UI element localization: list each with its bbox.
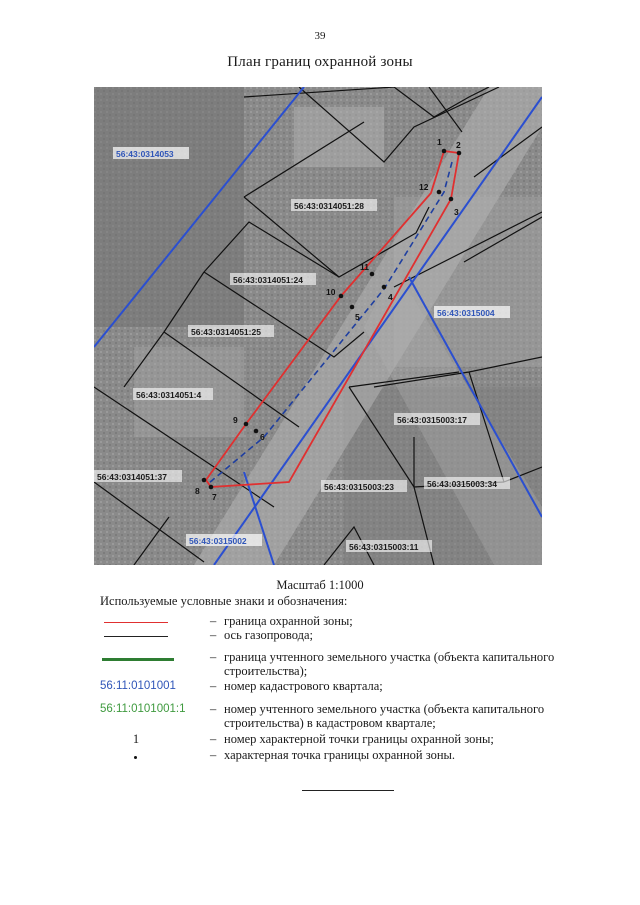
point-label: 11 bbox=[360, 262, 369, 272]
zone-point-9 bbox=[244, 422, 249, 427]
signature-line bbox=[302, 790, 394, 791]
zone-point-7 bbox=[209, 485, 214, 490]
parcel-label: 56:43:0314051:28 bbox=[294, 201, 364, 211]
point-label: 8 bbox=[195, 486, 200, 496]
quarter-label: 56:43:0314053 bbox=[116, 149, 174, 159]
legend-heading: Используемые условные знаки и обозначения: bbox=[100, 594, 348, 608]
legend-text: номер характерной точки границы охранной зоны; bbox=[224, 732, 494, 746]
quarter-number-symbol: 56:11:0101001 bbox=[100, 680, 176, 692]
parcel-label: 56:43:0315003:34 bbox=[427, 479, 497, 489]
point-label: 2 bbox=[456, 140, 461, 150]
parcel-label: 56:43:0315003:11 bbox=[349, 542, 419, 552]
point-label: 7 bbox=[212, 492, 217, 502]
legend-dash: – bbox=[210, 748, 217, 762]
page-title: План границ охранной зоны bbox=[227, 54, 413, 70]
point-label: 1 bbox=[437, 137, 442, 147]
point-label: 12 bbox=[419, 182, 429, 192]
zone-point-5 bbox=[350, 305, 355, 310]
point-number-symbol: 1 bbox=[132, 732, 140, 746]
gas-axis-symbol bbox=[100, 628, 172, 642]
parcel-border-symbol bbox=[100, 650, 172, 664]
parcel-label: 56:43:0314051:24 bbox=[233, 275, 303, 285]
legend-text: граница охранной зоны; bbox=[224, 614, 353, 628]
parcel-label: 56:43:0315003:23 bbox=[324, 482, 394, 492]
parcel-label: 56:43:0314051:4 bbox=[136, 390, 202, 400]
quarter-label: 56:43:0315004 bbox=[437, 308, 495, 318]
zone-point-symbol bbox=[100, 748, 172, 762]
zone-point-4 bbox=[382, 285, 387, 290]
zone-point-10 bbox=[339, 294, 344, 299]
zone-point-2 bbox=[457, 151, 462, 156]
legend-text: номер учтенного земельного участка (объекта капитального строительства) в кадастровом квартале; bbox=[224, 702, 545, 730]
point-label: 3 bbox=[454, 207, 459, 217]
point-label: 9 bbox=[233, 415, 238, 425]
zone-border-symbol bbox=[100, 614, 172, 628]
legend-text: граница учтенного земельного участка (объекта капитального строительства); bbox=[224, 650, 555, 678]
legend-dash: – bbox=[210, 702, 217, 716]
zone-point-3 bbox=[449, 197, 454, 202]
zone-point-11 bbox=[370, 272, 375, 277]
legend-dash: – bbox=[210, 732, 217, 746]
point-label: 5 bbox=[355, 312, 360, 322]
point-label: 10 bbox=[326, 287, 336, 297]
quarter-label: 56:43:0315002 bbox=[189, 536, 247, 546]
zone-point-6 bbox=[254, 429, 259, 434]
map-plan bbox=[94, 87, 542, 565]
parcel-label: 56:43:0314051:37 bbox=[97, 472, 167, 482]
legend-dash: – bbox=[210, 650, 217, 664]
legend-dash: – bbox=[210, 679, 217, 693]
legend-text: характерная точка границы охранной зоны. bbox=[224, 748, 456, 762]
legend-text: номер кадастрового квартала; bbox=[224, 679, 383, 693]
zone-point-1 bbox=[442, 149, 447, 154]
page-number: 39 bbox=[314, 30, 326, 42]
parcel-label: 56:43:0314051:25 bbox=[191, 327, 261, 337]
legend-dash: – bbox=[210, 628, 217, 642]
zone-point-8 bbox=[202, 478, 207, 483]
legend-text: ось газопровода; bbox=[224, 628, 314, 642]
point-label: 4 bbox=[388, 292, 393, 302]
point-label: 6 bbox=[260, 432, 265, 442]
zone-point-12 bbox=[437, 190, 442, 195]
legend-dash: – bbox=[210, 614, 217, 628]
scale-text: Масштаб 1:1000 bbox=[276, 578, 364, 592]
parcel-number-symbol: 56:11:0101001:1 bbox=[100, 703, 186, 715]
parcel-label: 56:43:0315003:17 bbox=[397, 415, 467, 425]
